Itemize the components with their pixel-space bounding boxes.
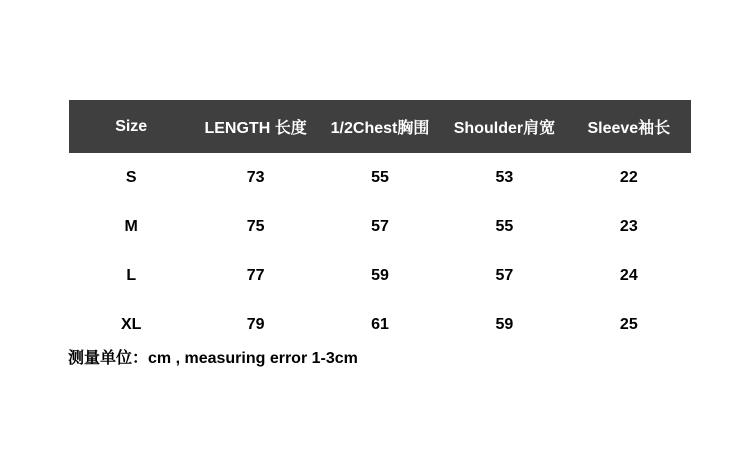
size-label: M bbox=[124, 217, 138, 235]
size-chart-table bbox=[69, 100, 691, 349]
shoulder-value: 55 bbox=[495, 217, 514, 235]
length-value: 77 bbox=[246, 266, 265, 284]
length-value: 73 bbox=[246, 168, 265, 186]
shoulder-value: 53 bbox=[495, 168, 514, 186]
half-chest-value: 55 bbox=[371, 168, 389, 186]
table-row-m bbox=[69, 202, 691, 251]
half-chest-value: 57 bbox=[371, 217, 389, 235]
size-label: L bbox=[126, 266, 137, 284]
size-label: S bbox=[125, 168, 137, 186]
column-header-size: Size bbox=[115, 117, 148, 135]
length-value: 79 bbox=[246, 315, 265, 333]
shoulder-value: 59 bbox=[495, 315, 514, 333]
shoulder-value: 57 bbox=[495, 266, 514, 284]
sleeve-value: 25 bbox=[619, 315, 638, 333]
measurement-note: 测量单位：cm , measuring error 1-3cm bbox=[68, 350, 358, 367]
table-row-s bbox=[69, 153, 691, 202]
half-chest-value: 59 bbox=[371, 266, 389, 284]
table-header-row bbox=[69, 100, 691, 153]
sleeve-value: 24 bbox=[619, 266, 638, 284]
table-body bbox=[69, 153, 691, 349]
column-header-shoulder: Shoulder肩宽 bbox=[453, 120, 556, 137]
length-value: 75 bbox=[246, 217, 265, 235]
table-row-l bbox=[69, 251, 691, 300]
sleeve-value: 22 bbox=[619, 168, 638, 186]
column-header-length: LENGTH 长度 bbox=[204, 120, 307, 137]
half-chest-value: 61 bbox=[371, 315, 389, 333]
sleeve-value: 23 bbox=[619, 217, 638, 235]
column-header-sleeve: Sleeve袖长 bbox=[587, 120, 671, 137]
size-label: XL bbox=[120, 315, 142, 333]
table-row-xl bbox=[69, 300, 691, 349]
column-header-half-chest: 1/2Chest胸围 bbox=[330, 120, 430, 137]
